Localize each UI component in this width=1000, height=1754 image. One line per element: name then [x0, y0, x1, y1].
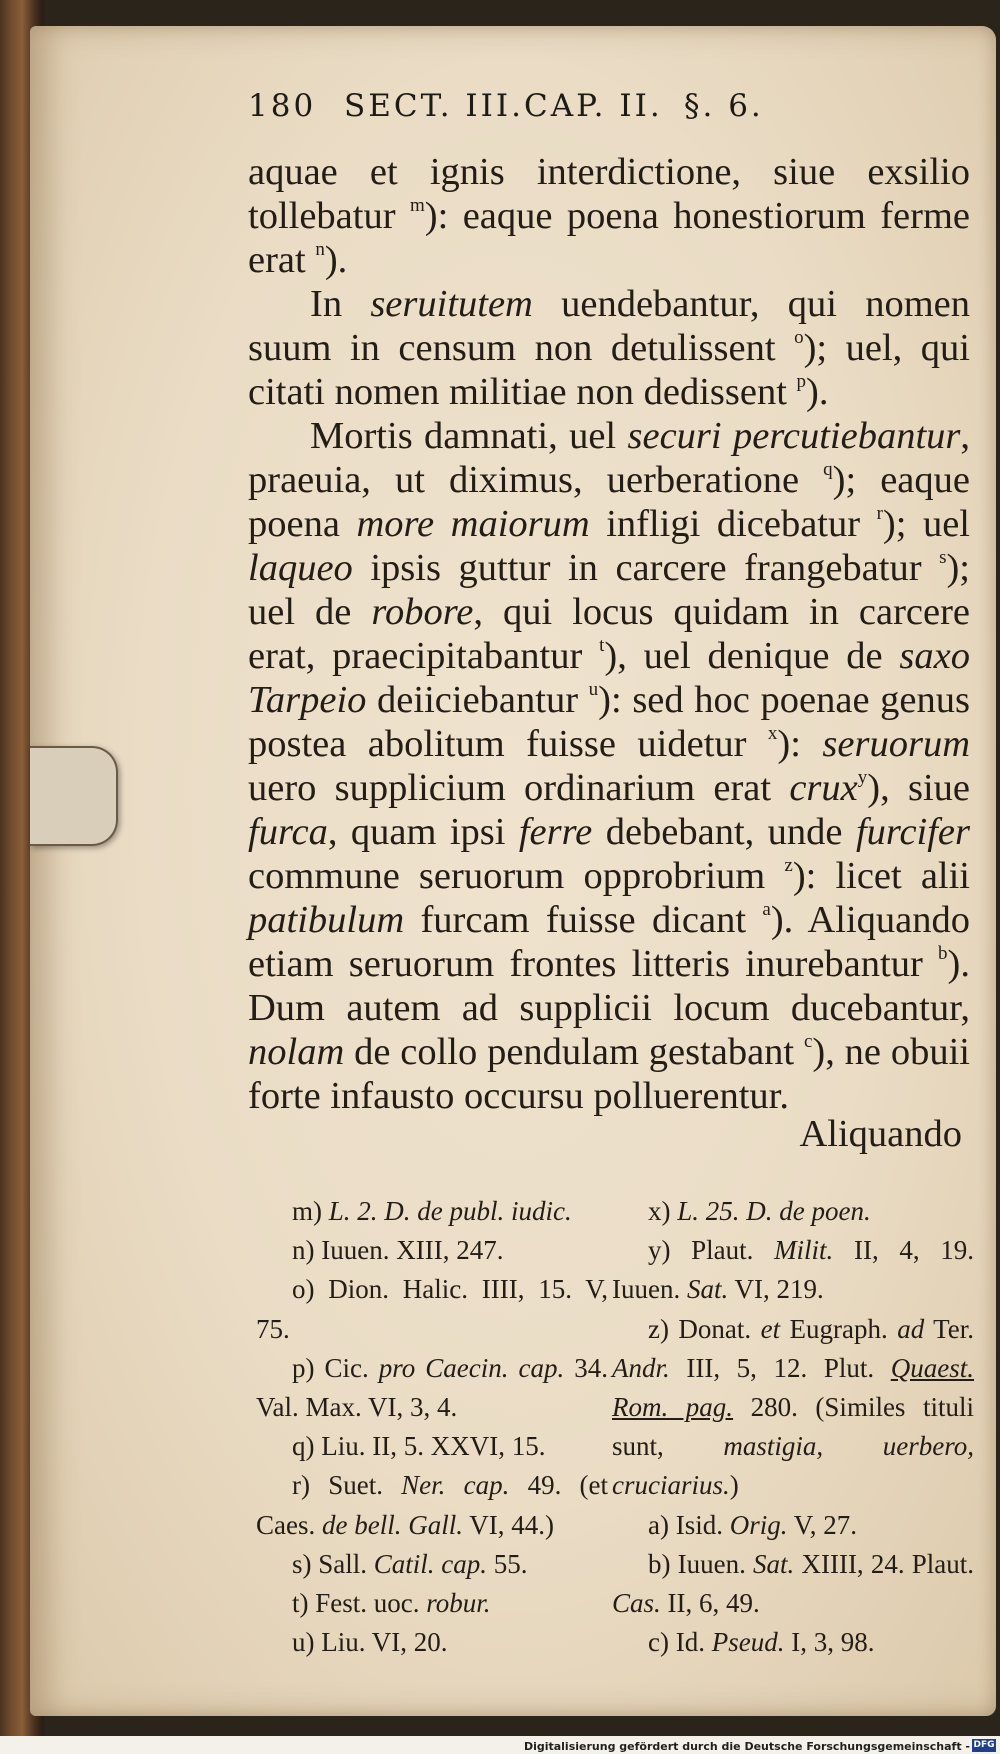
paragraph-2	[248, 282, 970, 414]
footnote-ref: s	[939, 547, 947, 568]
dfg-logo-icon: DFG	[973, 1740, 995, 1750]
text-run: XIIII, 24. Plaut.	[794, 1548, 975, 1579]
footnote-ref: p	[796, 371, 807, 392]
text-run: VI, 44.)	[462, 1509, 554, 1540]
section-label: SECT. III.	[344, 88, 525, 124]
text-run: I, 3, 98.	[784, 1627, 875, 1658]
text-run: ). Aliquando etiam seruorum frontes litteris inurebantur	[248, 899, 970, 985]
italic-ref: Catil. cap.	[373, 1548, 488, 1579]
footnote-n: n) Iuuen. XIII, 247.	[292, 1235, 504, 1266]
text-run: de collo pendulam gestabant	[344, 1031, 804, 1073]
text-run: 34. Val. Max. VI, 3, 4.	[256, 1352, 608, 1423]
text-run: y) Plaut.	[648, 1235, 775, 1266]
text-run: ipsis guttur in carcere frangebatur	[352, 547, 940, 589]
italic-ref: Ner. cap.	[401, 1470, 510, 1501]
paragraph-3	[248, 414, 970, 1118]
text-run: a) Isid.	[648, 1509, 730, 1540]
footnote-q: q) Liu. II, 5. XXVI, 15.	[292, 1431, 546, 1462]
text-run: infligi dicebatur	[589, 503, 877, 545]
text-run: 49. (et Caes.	[256, 1470, 608, 1540]
text-run: II, 6, 49.	[660, 1588, 760, 1619]
catchword: Aliquando	[799, 1113, 962, 1155]
text-run: ). Dum autem ad supplicii locum ducebantur,	[248, 943, 970, 1029]
text-run: , quam ipsi	[327, 811, 519, 853]
credit-bar	[0, 1736, 1000, 1754]
text-run: x)	[648, 1196, 678, 1226]
text-run: )	[729, 1470, 739, 1501]
footnote-o: o) Dion. Halic. IIII, 15. V, 75.	[256, 1274, 608, 1344]
italic-term: nolam	[248, 1031, 345, 1073]
italic-term: furca	[248, 811, 328, 853]
italic-term: crux	[789, 767, 858, 809]
footnote-ref: x	[767, 723, 778, 744]
footnote-s	[256, 1545, 608, 1584]
running-header	[248, 88, 908, 140]
italic-term: more maiorum	[356, 503, 590, 545]
italic-term: robore	[371, 591, 474, 633]
italic-ref: L. 25. D. de poen.	[677, 1196, 871, 1226]
text-run: c) Id.	[648, 1627, 712, 1658]
text-run: deiiciebantur	[366, 679, 589, 721]
text-run: Ter.	[924, 1313, 974, 1344]
text-run: m)	[292, 1196, 329, 1226]
italic-ref: Milit.	[774, 1235, 834, 1266]
italic-term: ferre	[518, 811, 593, 853]
text-run: z) Donat.	[648, 1313, 761, 1344]
footnote-ref: o	[794, 327, 804, 348]
page-marker-tab	[30, 746, 118, 846]
text-run: commune seruorum opprobrium	[248, 855, 785, 897]
text-run: s) Sall.	[292, 1548, 374, 1579]
footnote-x	[612, 1192, 974, 1231]
footnote-ref: q	[823, 459, 833, 480]
text-run: b) Iuuen.	[648, 1548, 754, 1579]
italic-ref: Sat.	[686, 1274, 729, 1305]
text-run: 55.	[487, 1548, 528, 1579]
text-run: Mortis damnati, uel	[310, 415, 628, 457]
footnote-ref: b	[938, 943, 948, 964]
text-run: ):	[777, 723, 823, 765]
footnote-t	[256, 1584, 608, 1623]
paragraph-label: §. 6.	[684, 88, 764, 124]
text-run: ): eaque poena honestiorum ferme erat	[248, 195, 970, 281]
text-run: II, 4, 19. Iuuen.	[612, 1235, 975, 1305]
italic-term: securi percutiebantur	[627, 415, 961, 457]
text-run: 280. (Similes tituli sunt,	[612, 1392, 974, 1462]
italic-ref: Cas.	[612, 1588, 661, 1619]
paragraph-1	[248, 150, 970, 282]
text-run: uero supplicium ordinarium erat	[248, 767, 790, 809]
footnote-a	[612, 1506, 974, 1545]
body-text	[248, 150, 970, 1118]
footnote-ref: t	[599, 635, 605, 656]
text-run: V, 27.	[787, 1509, 858, 1540]
footnote-r	[256, 1466, 608, 1544]
text-run: ); eaque poena	[248, 459, 970, 545]
text-run: ), siue	[867, 767, 970, 809]
footnotes-left-column	[256, 1192, 608, 1662]
text-run: ).	[324, 239, 348, 281]
italic-ref: pro Caecin. cap.	[378, 1352, 565, 1383]
italic-ref: de bell. Gall.	[321, 1509, 463, 1540]
text-run: p) Cic.	[292, 1352, 379, 1383]
text-run: , qui locus quidam in carcere erat, praecipitabantur	[248, 591, 971, 677]
italic-term: saxo Tarpeio	[248, 635, 970, 721]
italic-ref: robur.	[426, 1588, 491, 1619]
text-run: uendebantur, qui nomen suum in censum non detulissent	[248, 283, 970, 369]
footnote-m	[256, 1192, 608, 1231]
text-run: ): licet alii	[792, 855, 971, 897]
italic-ref: Quaest. Rom. pag.	[612, 1352, 974, 1423]
footnote-ref: m	[409, 195, 425, 216]
italic-term: laqueo	[248, 547, 353, 589]
text-run: ), ne obuii forte infausto occursu polluerentur.	[248, 1031, 970, 1117]
text-run: ); uel, qui citati nomen militiae non dedissent	[248, 327, 970, 413]
page-number: 180	[248, 88, 317, 124]
footnote-c	[612, 1623, 974, 1662]
footnotes-right-column	[612, 1192, 974, 1662]
text-run: Eugraph.	[780, 1313, 898, 1344]
text-run: ); uel de	[248, 547, 970, 633]
footnote-y	[612, 1231, 974, 1309]
footnote-ref: y	[857, 767, 868, 788]
footnote-b	[612, 1545, 974, 1623]
text-run: r) Suet.	[292, 1470, 402, 1501]
italic-ref: Andr.	[612, 1352, 670, 1383]
text-run: In	[310, 283, 371, 325]
footnote-p	[256, 1349, 608, 1427]
italic-term: furcifer	[855, 811, 970, 853]
text-run: aquae et ignis interdictione, siue exsilio tollebatur	[248, 151, 970, 237]
italic-ref: ad	[897, 1313, 925, 1344]
text-run: III, 5, 12. Plut.	[669, 1352, 891, 1383]
footnote-ref: z	[784, 855, 793, 876]
italic-term: seruitutem	[370, 283, 533, 325]
text-run: debebant, unde	[592, 811, 856, 853]
italic-ref: Orig.	[729, 1509, 788, 1540]
footnote-ref: a	[762, 899, 771, 920]
text-run: , praeuia, ut diximus, uerberatione	[248, 415, 971, 501]
text-run: VI, 219.	[728, 1274, 824, 1305]
footnote-u: u) Liu. VI, 20.	[292, 1627, 448, 1658]
footnote-ref: r	[876, 503, 883, 524]
dfg-credit-text: Digitalisierung gefördert durch die Deutsche Forschungsgemeinschaft -	[523, 1740, 970, 1753]
text-run: ), uel denique de	[604, 635, 900, 677]
footnote-ref: u	[588, 679, 599, 700]
text-run: t) Fest. uoc.	[292, 1588, 427, 1619]
italic-term: patibulum	[248, 899, 405, 941]
italic-term: seruorum	[822, 723, 970, 765]
footnote-ref: n	[315, 239, 325, 260]
chapter-label: CAP. II.	[524, 88, 663, 124]
text-run: ).	[806, 371, 829, 413]
italic-ref: mastigia, uerbero, cruciarius.	[612, 1431, 974, 1501]
text-run: furcam fuisse dicant	[404, 899, 763, 941]
text-run: ): sed hoc poenae genus postea abolitum fuisse uidetur	[248, 679, 970, 765]
text-run: ); uel	[882, 503, 970, 545]
italic-ref: L. 2. D. de publ. iudic.	[328, 1196, 572, 1226]
italic-ref: Sat.	[753, 1548, 795, 1579]
footnote-z	[612, 1310, 974, 1506]
italic-ref: Pseud.	[711, 1627, 785, 1658]
footnote-ref: c	[803, 1031, 813, 1052]
italic-ref: et	[760, 1313, 781, 1344]
